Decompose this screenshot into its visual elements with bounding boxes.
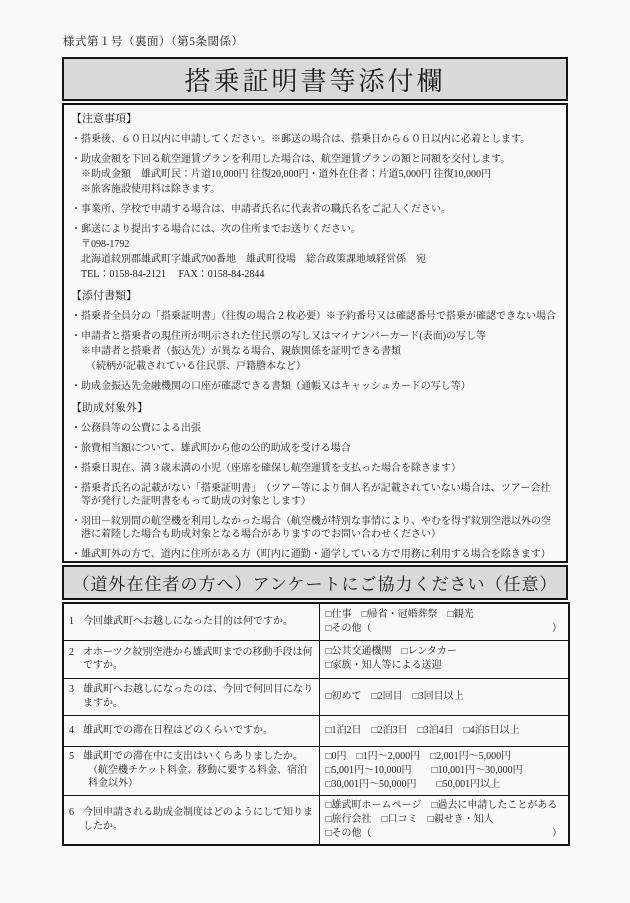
question-text: 雄武町での滞在日程はどのくらいですか。	[83, 724, 273, 736]
survey-options-cell	[319, 715, 569, 746]
survey-option-line: □30,001円～50,000円 □50,001円以上	[325, 778, 501, 790]
page-title: 搭乗証明書等添付欄	[184, 66, 446, 96]
form-document	[62, 57, 568, 846]
notice-heading: 【注意事項】	[71, 113, 137, 125]
notice-sub-item: ※旅客施設使用料は除きます。	[81, 184, 221, 195]
survey-row-2	[63, 640, 569, 678]
survey-options-cell	[319, 678, 569, 715]
other-option-close: ）	[552, 622, 562, 634]
other-option-open: □その他（	[325, 622, 372, 634]
other-option-open: □その他（	[325, 827, 372, 839]
exclusion-item: ・羽田－紋別間の航空機を利用しなかった場合（航空機が特別な事情により、やむを得ず紋別空港以外の空港に着陸した場合も助成対象となる場合がありますのでお問い合わせください）	[71, 516, 551, 540]
notice-item: ・事業所、学校で申請する場合は、申請者氏名に代表者の職氏名をご記入ください。	[71, 204, 451, 215]
survey-option-line: □家族・知人等による送迎	[325, 660, 442, 671]
tel-fax: TEL：0158-84-2121 FAX：0158-84-2844	[81, 269, 265, 280]
exclusion-item: ・公務員等の公費による出張	[71, 423, 201, 434]
survey-row-6	[63, 795, 569, 845]
survey-option-line: □5,001円～10,000円 □10,001円～30,000円	[325, 764, 523, 776]
survey-question-cell	[63, 715, 319, 746]
exclusion-item: ・雄武町外の方で、道内に住所がある方（町内に通勤・通学している方で用務に利用する場合を除きます）	[71, 549, 551, 560]
survey-question-cell	[63, 795, 319, 845]
survey-option-line: □初めて □2回目 □3回目以上	[325, 690, 464, 702]
attachment-sub-item: ※申請者と搭乗者（振込先）が異なる場合、親族関係を証明できる書類	[81, 346, 401, 357]
other-option-close: ）	[552, 827, 562, 839]
survey-option-line: □公共交通機関 □レンタカー	[325, 646, 457, 657]
survey-option-line	[326, 827, 563, 841]
attachments-heading: 【添付書類】	[71, 290, 137, 302]
survey-option-line: □雄武町ホームページ □過去に申請したことがある	[325, 799, 558, 811]
question-text: 雄武町での滞在中に支出はいくらありましたか。	[83, 751, 303, 763]
question-number: 4	[69, 724, 74, 736]
notice-item: ・搭乗後、６０日以内に申請してください。※郵送の場合は、搭乗日から６０日以内に必着とします。	[71, 134, 531, 145]
exclusion-item: ・搭乗日現在、満３歳未満の小児（座席を確保し航空運賃を支払った場合を除きます）	[71, 463, 461, 474]
survey-option-line: □1泊2日 □2泊3日 □3泊4日 □4泊5日以上	[325, 724, 520, 736]
survey-options-cell	[319, 640, 569, 678]
question-number: 1	[69, 616, 74, 627]
question-text: 雄武町へお越しになったのは、今回で何回目になりますか。	[83, 684, 313, 709]
survey-row-5	[63, 746, 569, 795]
exclusions-heading: 【助成対象外】	[71, 402, 148, 414]
question-number: 6	[69, 807, 74, 818]
survey-table	[62, 602, 570, 846]
attachment-item: ・申請者と搭乗者の現住所が明示された住民票の写し又はマイナンバーカード(表面)の写し等	[71, 331, 487, 342]
mailing-address: 北海道紋別郡雄武町字雄武700番地 雄武町役場 総合政策課地域経営係 宛	[81, 254, 426, 265]
survey-row-1	[63, 603, 569, 640]
survey-header-bar	[62, 565, 568, 600]
survey-question-cell	[63, 678, 319, 715]
question-number: 3	[69, 684, 74, 695]
question-number: 5	[69, 751, 74, 763]
attachment-sub-item: （続柄が記載されている住民票、戸籍謄本など）	[81, 361, 306, 372]
attachment-item: ・助成金振込先金融機関の口座が確認できる書類（通帳又はキャッシュカードの写し等）	[71, 381, 471, 392]
question-text: 今回雄武町へお越しになった目的は何ですか。	[83, 616, 293, 627]
attachment-item: ・搭乗者全員分の「搭乗証明書」（往復の場合２枚必要）※予約番号又は確認番号で搭乗が確認できない場合	[71, 311, 556, 322]
survey-options-cell	[319, 746, 569, 795]
survey-question-cell	[63, 603, 319, 640]
notice-item: ・郵送により提出する場合には、次の住所までお送りください。	[71, 224, 361, 235]
form-number-label: 様式第１号（裏面）（第5条関係）	[63, 36, 244, 48]
question-text: オホーツク紋別空港から雄武町までの移動手段は何ですか。	[83, 646, 313, 671]
notice-sub-item: ※助成金額 雄武町民：片道10,000円 往復20,000円・道外在住者：片道5,000円 往復10,000円	[81, 169, 491, 180]
survey-question-cell	[63, 746, 319, 795]
survey-options-cell	[319, 795, 569, 845]
document-title-bar	[62, 57, 568, 101]
survey-option-line: □0円 □1円～2,000円 □2,001円～5,000円	[325, 750, 512, 762]
survey-option-line: □旅行会社 □口コミ □親せき・知人	[325, 813, 494, 825]
exclusion-item: ・旅費相当額について、雄武町から他の公的助成を受ける場合	[71, 443, 351, 454]
survey-option-line: □仕事 □帰省・冠婚葬祭 □観光	[325, 608, 474, 620]
question-text: 今回申請される助成金制度はどのようにして知りましたか。	[83, 807, 313, 832]
survey-question-cell	[63, 640, 319, 678]
survey-row-4	[63, 715, 569, 746]
survey-option-line	[326, 622, 563, 636]
notes-box	[62, 103, 568, 563]
postal-code: 〒098-1792	[81, 239, 130, 250]
question-subtext: （航空機チケット料金、移動に要する料金、宿泊料金以外）	[88, 764, 308, 790]
notice-item: ・助成金額を下回る航空運賃プランを利用した場合は、航空運賃プランの額と同額を交付します。	[71, 154, 511, 165]
survey-row-3	[63, 678, 569, 715]
exclusion-item: ・搭乗者氏名の記載がない「搭乗証明書」 （ツアー等により個人名が記載されていない場合は、ツアー会社等が発行した証明書をもって助成の対象とします）	[71, 483, 551, 507]
question-number: 2	[69, 646, 74, 658]
survey-title: （道外在住者の方へ）アンケートにご協力ください（任意）	[72, 575, 558, 594]
survey-options-cell	[319, 603, 569, 640]
